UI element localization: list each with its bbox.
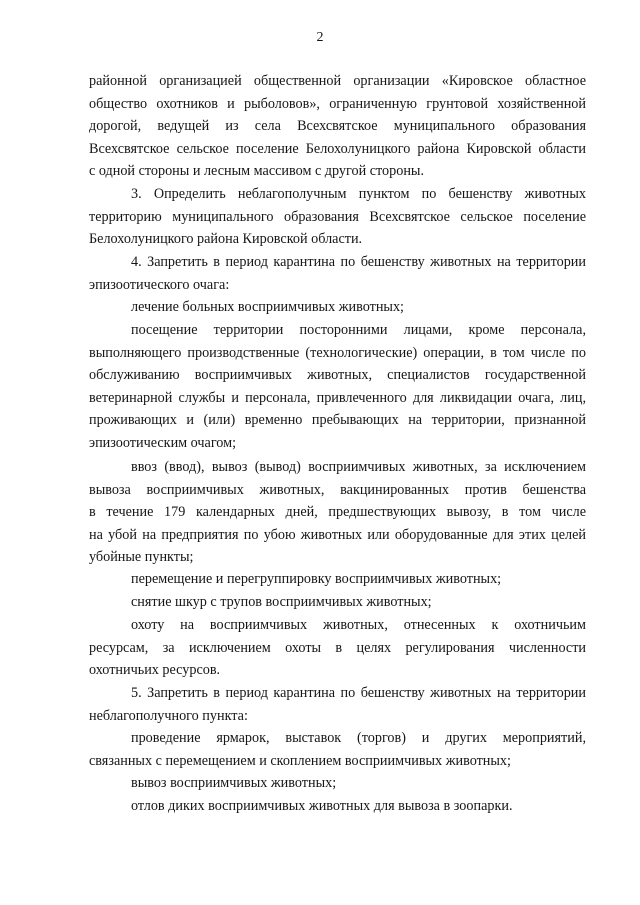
text-line: ресурсам, за исключением охоты в целях регулирования численности: [89, 639, 586, 656]
paragraph-trapping: [89, 795, 586, 818]
text-line: с одной стороны и лесным массивом с другой стороны.: [89, 163, 424, 180]
text-line: Белохолуницкого района Кировской области.: [89, 231, 363, 248]
text-line: неблагополучного пункта:: [89, 707, 248, 724]
text-line: общество охотников и рыболовов», ограниченную грунтовой хозяйственной: [89, 95, 586, 112]
text-line: эпизоотического очага:: [89, 276, 230, 293]
paragraph-visits: [89, 319, 586, 455]
paragraph-hunting: [89, 614, 586, 682]
text-line: 3. Определить неблагополучным пунктом по бешенству животных: [131, 186, 586, 202]
text-line: убойные пункты;: [89, 549, 194, 566]
text-line: районной организацией общественной организации «Кировское областное: [89, 73, 586, 89]
text-line: обслуживанию восприимчивых животных, специалистов государственной: [89, 367, 586, 384]
paragraph-skinning: [89, 591, 586, 614]
text-line: выполняющего производственные (технологические) операции, в том числе по: [89, 344, 586, 361]
text-line: эпизоотическим очагом;: [89, 434, 237, 451]
page-number: 2: [316, 30, 324, 45]
text-line: охоту на восприимчивых животных, отнесенных к охотничьим: [131, 617, 586, 633]
text-line: в течение 179 календарных дней, предшествующих вывозу, в том числе: [89, 504, 586, 521]
paragraph-treatment: [89, 296, 586, 319]
text-line: на убой на предприятия по убою животных или оборудованные для этих целей: [89, 526, 586, 543]
text-line: Всехсвятское сельское поселение Белохолуницкого района Кировской области: [89, 140, 586, 157]
text-line: связанных с перемещением и скоплением восприимчивых животных;: [89, 752, 511, 769]
text-line: проведение ярмарок, выставок (торгов) и других мероприятий,: [131, 730, 586, 746]
text-line: охотничьих ресурсов.: [89, 662, 221, 679]
paragraph-item-3: [89, 183, 586, 251]
text-line: дорогой, ведущей из села Всехсвятское муниципального образования: [89, 118, 586, 135]
text-line: вывоз восприимчивых животных;: [131, 775, 337, 791]
text-line: 5. Запретить в период карантина по бешенству животных на территории: [131, 685, 586, 701]
text-line: посещение территории посторонними лицами, кроме персонала,: [131, 322, 586, 338]
text-line: территорию муниципального образования Всехсвятское сельское поселение: [89, 208, 586, 225]
paragraph-export-ban: [89, 772, 586, 795]
text-line: вывоза восприимчивых животных, вакцинированных против бешенства: [89, 481, 586, 498]
text-line: проживающих и (или) временно пребывающих на территории, признанной: [89, 412, 586, 429]
paragraph-regrouping: [89, 568, 586, 591]
paragraph-fairs: [89, 727, 586, 772]
paragraph-item-5: [89, 682, 586, 727]
text-line: отлов диких восприимчивых животных для вывоза в зоопарки.: [131, 798, 513, 814]
text-line: 4. Запретить в период карантина по бешенству животных на территории: [131, 254, 586, 270]
text-line: перемещение и перегруппировку восприимчивых животных;: [131, 571, 502, 587]
text-line: снятие шкур с трупов восприимчивых животных;: [131, 594, 432, 610]
paragraph-import-export: [89, 456, 586, 569]
paragraph-item-4: [89, 251, 586, 296]
text-line: ввоз (ввод), вывоз (вывод) восприимчивых животных, за исключением: [131, 459, 586, 475]
text-line: лечение больных восприимчивых животных;: [131, 299, 404, 315]
paragraph-boundary-description: [89, 70, 586, 183]
text-line: ветеринарной службы и персонала, привлеченного для ликвидации очага, лиц,: [89, 389, 586, 406]
